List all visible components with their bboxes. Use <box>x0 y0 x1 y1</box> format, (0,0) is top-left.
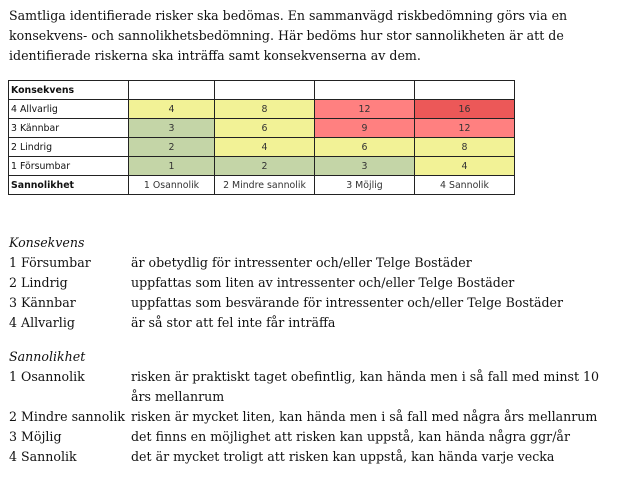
row-label: 3 Kännbar <box>9 119 129 138</box>
definition-term: 1 Osannolik <box>9 369 85 384</box>
matrix-cell: 12 <box>415 119 515 138</box>
matrix-row <box>9 119 515 138</box>
definition-row <box>9 367 621 407</box>
intro-line: identifierade riskerna ska inträffa samt konsekvenserna av dem. <box>9 48 421 63</box>
sannolikhet-section <box>9 347 621 467</box>
definition-term: 3 Kännbar <box>9 295 76 310</box>
matrix-header-label: Konsekvens <box>9 81 129 100</box>
definition-term: 3 Möjlig <box>9 429 62 444</box>
definition-term: 4 Allvarlig <box>9 315 75 330</box>
row-label: 2 Lindrig <box>9 138 129 157</box>
matrix-row <box>9 157 515 176</box>
definition-text: risken är praktiskt taget obefintlig, kan hända men i så fall med minst 10 års mellanrum <box>131 369 600 404</box>
matrix-footer-row <box>9 176 515 195</box>
matrix-cell: 12 <box>315 100 415 119</box>
risk-matrix <box>8 80 515 195</box>
matrix-cell: 8 <box>215 100 315 119</box>
definition-term: 2 Lindrig <box>9 275 68 290</box>
matrix-cell: 3 <box>129 119 215 138</box>
definition-text: uppfattas som besvärande för intressenter och/eller Telge Bostäder <box>131 295 564 310</box>
matrix-cell: 2 <box>215 157 315 176</box>
matrix-row <box>9 138 515 157</box>
column-label: 2 Mindre sannolik <box>215 176 315 195</box>
matrix-header-row <box>9 81 515 100</box>
definition-term: 4 Sannolik <box>9 449 77 464</box>
column-label: 1 Osannolik <box>129 176 215 195</box>
konsekvens-section <box>9 233 621 333</box>
matrix-cell: 9 <box>315 119 415 138</box>
matrix-cell: 6 <box>215 119 315 138</box>
definition-text: uppfattas som liten av intressenter och/eller Telge Bostäder <box>131 275 515 290</box>
matrix-empty-cell <box>215 81 315 100</box>
intro-paragraph <box>9 6 615 66</box>
definition-row <box>9 407 621 427</box>
definition-row <box>9 427 621 447</box>
definition-row <box>9 313 621 333</box>
matrix-empty-cell <box>415 81 515 100</box>
definition-row <box>9 447 621 467</box>
section-heading: Konsekvens <box>9 235 85 250</box>
matrix-cell: 8 <box>415 138 515 157</box>
definition-text: det finns en möjlighet att risken kan uppstå, kan hända några ggr/år <box>131 429 570 444</box>
matrix-cell: 4 <box>215 138 315 157</box>
definition-text: risken är mycket liten, kan hända men i så fall med några års mellanrum <box>131 409 598 424</box>
matrix-cell: 3 <box>315 157 415 176</box>
matrix-empty-cell <box>315 81 415 100</box>
column-label: 3 Möjlig <box>315 176 415 195</box>
intro-line: Samtliga identifierade risker ska bedömas. En sammanvägd riskbedömning görs via en <box>9 8 568 23</box>
definition-text: är så stor att fel inte får inträffa <box>131 315 336 330</box>
matrix-cell: 1 <box>129 157 215 176</box>
definition-term: 2 Mindre sannolik <box>9 409 126 424</box>
matrix-cell: 2 <box>129 138 215 157</box>
definition-text: det är mycket troligt att risken kan uppstå, kan hända varje vecka <box>131 449 555 464</box>
definition-row <box>9 253 621 273</box>
matrix-row <box>9 100 515 119</box>
matrix-cell: 16 <box>415 100 515 119</box>
matrix-footer-label: Sannolikhet <box>9 176 129 195</box>
row-label: 4 Allvarlig <box>9 100 129 119</box>
definition-text: är obetydlig för intressenter och/eller Telge Bostäder <box>131 255 472 270</box>
row-label: 1 Försumbar <box>9 157 129 176</box>
section-heading: Sannolikhet <box>9 349 86 364</box>
column-label: 4 Sannolik <box>415 176 515 195</box>
matrix-cell: 4 <box>129 100 215 119</box>
intro-line: konsekvens- och sannolikhetsbedömning. Här bedöms hur stor sannolikheten är att de <box>9 28 564 43</box>
definition-row <box>9 293 621 313</box>
matrix-cell: 4 <box>415 157 515 176</box>
matrix-empty-cell <box>129 81 215 100</box>
matrix-cell: 6 <box>315 138 415 157</box>
definition-term: 1 Försumbar <box>9 255 91 270</box>
definition-row <box>9 273 621 293</box>
